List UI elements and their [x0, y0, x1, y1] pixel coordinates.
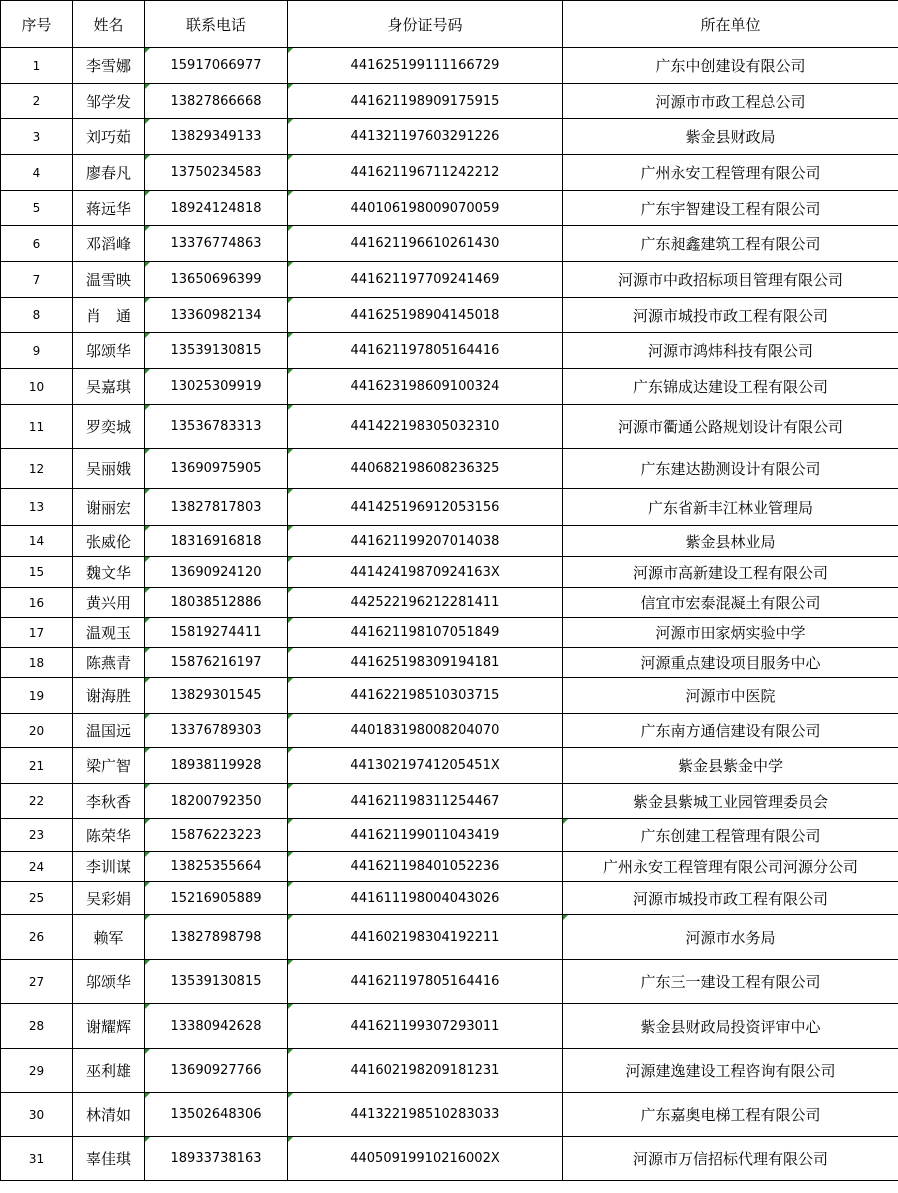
table-row	[1, 449, 898, 489]
cell-name: 罗奕城	[73, 405, 145, 449]
cell-name: 廖春凡	[73, 155, 145, 191]
cell-unit: 河源市水务局	[563, 915, 898, 960]
cell-name: 刘巧茹	[73, 119, 145, 155]
cell-name: 温雪映	[73, 262, 145, 298]
table-header-row	[1, 1, 898, 48]
cell-phone: 18316916818	[145, 526, 288, 557]
cell-phone: 13539130815	[145, 333, 288, 369]
cell-unit: 广东嘉奥电梯工程有限公司	[563, 1093, 898, 1137]
cell-id-number: 44130219741205451X	[288, 748, 563, 784]
cell-index: 19	[1, 678, 73, 714]
cell-index: 2	[1, 84, 73, 119]
table-row	[1, 369, 898, 405]
cell-id-number: 441621198311254467	[288, 784, 563, 819]
cell-unit: 河源市田家炳实验中学	[563, 618, 898, 648]
cell-name: 陈燕青	[73, 648, 145, 678]
cell-index: 10	[1, 369, 73, 405]
cell-id-number: 441623198609100324	[288, 369, 563, 405]
cell-phone: 13360982134	[145, 298, 288, 333]
cell-id-number: 441625199111166729	[288, 48, 563, 84]
col-header-index: 序号	[1, 1, 73, 48]
cell-index: 5	[1, 191, 73, 226]
cell-index: 15	[1, 557, 73, 588]
cell-phone: 13376774863	[145, 226, 288, 262]
table-row	[1, 819, 898, 852]
cell-unit: 广州永安工程管理有限公司	[563, 155, 898, 191]
cell-phone: 13025309919	[145, 369, 288, 405]
cell-id-number: 441621199307293011	[288, 1004, 563, 1049]
table-row	[1, 155, 898, 191]
cell-name: 蒋远华	[73, 191, 145, 226]
cell-id-number: 441621196711242212	[288, 155, 563, 191]
cell-unit: 广东宇智建设工程有限公司	[563, 191, 898, 226]
table-row	[1, 557, 898, 588]
cell-id-number: 442522196212281411	[288, 588, 563, 618]
cell-phone: 13690975905	[145, 449, 288, 489]
cell-name: 辜佳琪	[73, 1137, 145, 1181]
cell-id-number: 441621197805164416	[288, 333, 563, 369]
cell-index: 18	[1, 648, 73, 678]
cell-unit: 广东省新丰江林业管理局	[563, 489, 898, 526]
cell-id-number: 441321197603291226	[288, 119, 563, 155]
cell-unit: 河源重点建设项目服务中心	[563, 648, 898, 678]
cell-phone: 15917066977	[145, 48, 288, 84]
cell-name: 吴丽娥	[73, 449, 145, 489]
cell-id-number: 441621198107051849	[288, 618, 563, 648]
cell-name: 温观玉	[73, 618, 145, 648]
cell-index: 12	[1, 449, 73, 489]
cell-name: 邬颂华	[73, 333, 145, 369]
cell-unit: 河源市万信招标代理有限公司	[563, 1137, 898, 1181]
col-header-name: 姓名	[73, 1, 145, 48]
cell-phone: 13380942628	[145, 1004, 288, 1049]
table-row	[1, 405, 898, 449]
cell-unit: 紫金县财政局投资评审中心	[563, 1004, 898, 1049]
cell-phone: 18924124818	[145, 191, 288, 226]
cell-id-number: 440682198608236325	[288, 449, 563, 489]
cell-id-number: 440106198009070059	[288, 191, 563, 226]
cell-id-number: 440183198008204070	[288, 714, 563, 748]
cell-unit: 河源建逸建设工程咨询有限公司	[563, 1049, 898, 1093]
cell-name: 魏文华	[73, 557, 145, 588]
table-row	[1, 119, 898, 155]
cell-name: 李秋香	[73, 784, 145, 819]
table-row	[1, 588, 898, 618]
cell-index: 7	[1, 262, 73, 298]
table-row	[1, 1049, 898, 1093]
cell-name: 巫利雄	[73, 1049, 145, 1093]
cell-index: 23	[1, 819, 73, 852]
cell-unit: 紫金县紫城工业园管理委员会	[563, 784, 898, 819]
cell-unit: 紫金县林业局	[563, 526, 898, 557]
table-row	[1, 915, 898, 960]
cell-index: 13	[1, 489, 73, 526]
table-row	[1, 678, 898, 714]
cell-unit: 河源市中政招标项目管理有限公司	[563, 262, 898, 298]
cell-name: 谢耀辉	[73, 1004, 145, 1049]
cell-phone: 15216905889	[145, 882, 288, 915]
cell-name: 林清如	[73, 1093, 145, 1137]
cell-phone: 15876216197	[145, 648, 288, 678]
cell-unit: 广东南方通信建设有限公司	[563, 714, 898, 748]
cell-phone: 15819274411	[145, 618, 288, 648]
table-row	[1, 1004, 898, 1049]
cell-name: 邬颂华	[73, 960, 145, 1004]
cell-name: 李雪娜	[73, 48, 145, 84]
cell-phone: 13750234583	[145, 155, 288, 191]
cell-index: 27	[1, 960, 73, 1004]
table-row	[1, 784, 898, 819]
cell-id-number: 441425196912053156	[288, 489, 563, 526]
cell-id-number: 441621198401052236	[288, 852, 563, 882]
table-row	[1, 852, 898, 882]
cell-index: 21	[1, 748, 73, 784]
table-row	[1, 526, 898, 557]
cell-phone: 13827898798	[145, 915, 288, 960]
cell-unit: 河源市衢通公路规划设计有限公司	[563, 405, 898, 449]
cell-id-number: 441422198305032310	[288, 405, 563, 449]
col-header-phone: 联系电话	[145, 1, 288, 48]
cell-phone: 18038512886	[145, 588, 288, 618]
cell-phone: 13829349133	[145, 119, 288, 155]
cell-unit: 紫金县财政局	[563, 119, 898, 155]
cell-unit: 河源市市政工程总公司	[563, 84, 898, 119]
cell-phone: 13690924120	[145, 557, 288, 588]
cell-unit: 河源市城投市政工程有限公司	[563, 298, 898, 333]
cell-index: 25	[1, 882, 73, 915]
cell-id-number: 441621199011043419	[288, 819, 563, 852]
cell-name: 赖军	[73, 915, 145, 960]
cell-phone: 13825355664	[145, 852, 288, 882]
cell-id-number: 441602198209181231	[288, 1049, 563, 1093]
cell-phone: 18938119928	[145, 748, 288, 784]
cell-unit: 广东三一建设工程有限公司	[563, 960, 898, 1004]
table-row	[1, 48, 898, 84]
cell-id-number: 441621197709241469	[288, 262, 563, 298]
cell-index: 16	[1, 588, 73, 618]
cell-phone: 13539130815	[145, 960, 288, 1004]
cell-unit: 广东创建工程管理有限公司	[563, 819, 898, 852]
cell-id-number: 441621196610261430	[288, 226, 563, 262]
cell-unit: 河源市中医院	[563, 678, 898, 714]
cell-index: 4	[1, 155, 73, 191]
cell-phone: 13502648306	[145, 1093, 288, 1137]
cell-unit: 紫金县紫金中学	[563, 748, 898, 784]
table-row	[1, 960, 898, 1004]
cell-id-number: 44050919910216002X	[288, 1137, 563, 1181]
cell-name: 谢海胜	[73, 678, 145, 714]
cell-unit: 河源市高新建设工程有限公司	[563, 557, 898, 588]
cell-name: 谢丽宏	[73, 489, 145, 526]
cell-index: 6	[1, 226, 73, 262]
cell-phone: 13829301545	[145, 678, 288, 714]
table-row	[1, 262, 898, 298]
cell-index: 26	[1, 915, 73, 960]
cell-unit: 广东建达勘测设计有限公司	[563, 449, 898, 489]
cell-phone: 13827817803	[145, 489, 288, 526]
cell-id-number: 441611198004043026	[288, 882, 563, 915]
table-row	[1, 84, 898, 119]
cell-id-number: 441625198904145018	[288, 298, 563, 333]
table-row	[1, 1093, 898, 1137]
cell-name: 肖 通	[73, 298, 145, 333]
cell-phone: 13650696399	[145, 262, 288, 298]
cell-name: 邓滔峰	[73, 226, 145, 262]
cell-phone: 18200792350	[145, 784, 288, 819]
table-row	[1, 489, 898, 526]
table-row	[1, 191, 898, 226]
cell-phone: 13690927766	[145, 1049, 288, 1093]
cell-id-number: 441622198510303715	[288, 678, 563, 714]
table-row	[1, 882, 898, 915]
cell-index: 20	[1, 714, 73, 748]
cell-name: 吴彩娟	[73, 882, 145, 915]
cell-unit: 广州永安工程管理有限公司河源分公司	[563, 852, 898, 882]
table-row	[1, 1137, 898, 1181]
cell-index: 8	[1, 298, 73, 333]
cell-unit: 广东昶鑫建筑工程有限公司	[563, 226, 898, 262]
cell-index: 14	[1, 526, 73, 557]
cell-index: 17	[1, 618, 73, 648]
cell-index: 28	[1, 1004, 73, 1049]
cell-unit: 信宜市宏泰混凝土有限公司	[563, 588, 898, 618]
cell-id-number: 441602198304192211	[288, 915, 563, 960]
cell-unit: 广东锦成达建设工程有限公司	[563, 369, 898, 405]
cell-index: 30	[1, 1093, 73, 1137]
cell-index: 1	[1, 48, 73, 84]
cell-name: 张威伦	[73, 526, 145, 557]
cell-index: 3	[1, 119, 73, 155]
cell-index: 31	[1, 1137, 73, 1181]
cell-index: 29	[1, 1049, 73, 1093]
cell-name: 温国远	[73, 714, 145, 748]
cell-unit: 河源市城投市政工程有限公司	[563, 882, 898, 915]
cell-unit: 河源市鸿炜科技有限公司	[563, 333, 898, 369]
cell-name: 黄兴用	[73, 588, 145, 618]
cell-name: 陈荣华	[73, 819, 145, 852]
cell-name: 李训谋	[73, 852, 145, 882]
cell-id-number: 44142419870924163X	[288, 557, 563, 588]
cell-id-number: 441621199207014038	[288, 526, 563, 557]
table-row	[1, 748, 898, 784]
table-row	[1, 648, 898, 678]
table-row	[1, 226, 898, 262]
cell-id-number: 441621198909175915	[288, 84, 563, 119]
cell-id-number: 441625198309194181	[288, 648, 563, 678]
cell-phone: 15876223223	[145, 819, 288, 852]
cell-index: 22	[1, 784, 73, 819]
table-row	[1, 333, 898, 369]
cell-phone: 13536783313	[145, 405, 288, 449]
table-row	[1, 618, 898, 648]
cell-id-number: 441322198510283033	[288, 1093, 563, 1137]
cell-id-number: 441621197805164416	[288, 960, 563, 1004]
table-row	[1, 298, 898, 333]
col-header-unit: 所在单位	[563, 1, 898, 48]
cell-index: 9	[1, 333, 73, 369]
cell-index: 11	[1, 405, 73, 449]
cell-name: 邹学发	[73, 84, 145, 119]
cell-index: 24	[1, 852, 73, 882]
cell-phone: 18933738163	[145, 1137, 288, 1181]
table-row	[1, 714, 898, 748]
cell-name: 吴嘉琪	[73, 369, 145, 405]
cell-name: 梁广智	[73, 748, 145, 784]
cell-phone: 13827866668	[145, 84, 288, 119]
col-header-id-number: 身份证号码	[288, 1, 563, 48]
cell-unit: 广东中创建设有限公司	[563, 48, 898, 84]
cell-phone: 13376789303	[145, 714, 288, 748]
